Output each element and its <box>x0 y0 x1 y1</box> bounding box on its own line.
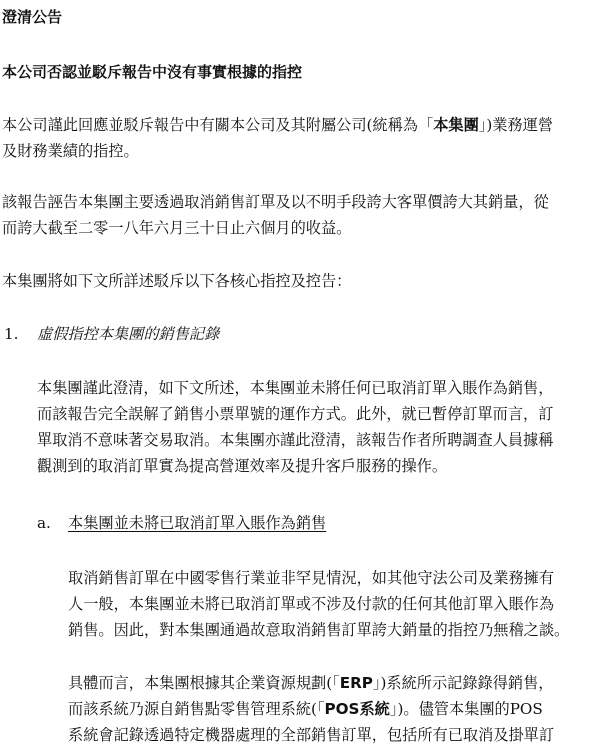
paragraph-line: 觀測到的取消訂單實為提高營運效率及提升客戶服務的操作。 <box>37 457 448 475</box>
sub-item-letter: a. <box>37 514 51 532</box>
item-number: 1. <box>4 325 19 343</box>
text-run: 」)系統所示記錄錄得銷售， <box>372 674 554 692</box>
paragraph-allegation <box>2 189 613 241</box>
sub-item-a-paragraph-1 <box>68 565 613 643</box>
text-run: 本公司謹此回應並駁斥報告中有關本公司及其附屬公司(統稱為「 <box>2 116 434 134</box>
text-run: 具體而言，本集團根據其企業資源規劃(「 <box>68 674 340 692</box>
paragraph-rebuttal-intro: 本集團將如下文所詳述駁斥以下各核心指控及控告： <box>2 272 352 290</box>
defined-term-pos: POS系統 <box>324 700 390 718</box>
paragraph-line: 本集團謹此澄清，如下文所述，本集團並未將任何已取消訂單入賬作為銷售， <box>37 379 554 397</box>
paragraph-line: 而誇大截至二零一八年六月三十日止六個月的收益。 <box>2 219 352 237</box>
text-run: 」)。儘管本集團的POS <box>389 700 543 718</box>
announcement-title: 澄清公告 <box>2 8 63 26</box>
item-title: 虛假指控本集團的銷售記錄 <box>37 325 220 343</box>
sub-item-title: 本集團並未將已取消訂單入賬作為銷售 <box>68 514 327 532</box>
section-heading: 本公司否認並駁斥報告中沒有事實根據的指控 <box>2 63 303 81</box>
item-1-body <box>37 375 613 479</box>
paragraph-line: 該報告誣告本集團主要透過取消銷售訂單及以不明手段誇大客單價誇大其銷量，從 <box>2 193 549 211</box>
paragraph-line <box>68 696 613 722</box>
defined-term-erp: ERP <box>339 674 373 692</box>
paragraph-line: 人一般，本集團並未將已取消訂單或不涉及付款的任何其他訂單入賬作為 <box>68 595 554 613</box>
defined-term-group: 本集團 <box>433 116 479 134</box>
text-run: 」)業務運營 <box>478 116 554 134</box>
paragraph-line: 銷售。因此，對本集團通過故意取消銷售訂單誇大銷量的指控乃無稽之談。 <box>68 621 570 639</box>
text-run: 而該系統乃源自銷售點零售管理系統(「 <box>68 700 325 718</box>
paragraph-line: 系統會記錄透過特定機器處理的全部銷售訂單，包括所有已取消及掛單訂 <box>68 726 554 744</box>
paragraph-line: 單取消不意味著交易取消。本集團亦謹此澄清，該報告作者所聘調查人員據稱 <box>37 431 554 449</box>
paragraph-line <box>2 112 613 138</box>
paragraph-line <box>68 670 613 696</box>
paragraph-line: 取消銷售訂單在中國零售行業並非罕見情況，如其他守法公司及業務擁有 <box>68 569 554 587</box>
paragraph-line: 而該報告完全誤解了銷售小票單號的運作方式。此外，就已暫停訂單而言，訂 <box>37 405 554 423</box>
paragraph-intro <box>2 112 613 164</box>
paragraph-line: 及財務業績的指控。 <box>2 142 139 160</box>
sub-item-a-paragraph-2 <box>68 670 613 748</box>
